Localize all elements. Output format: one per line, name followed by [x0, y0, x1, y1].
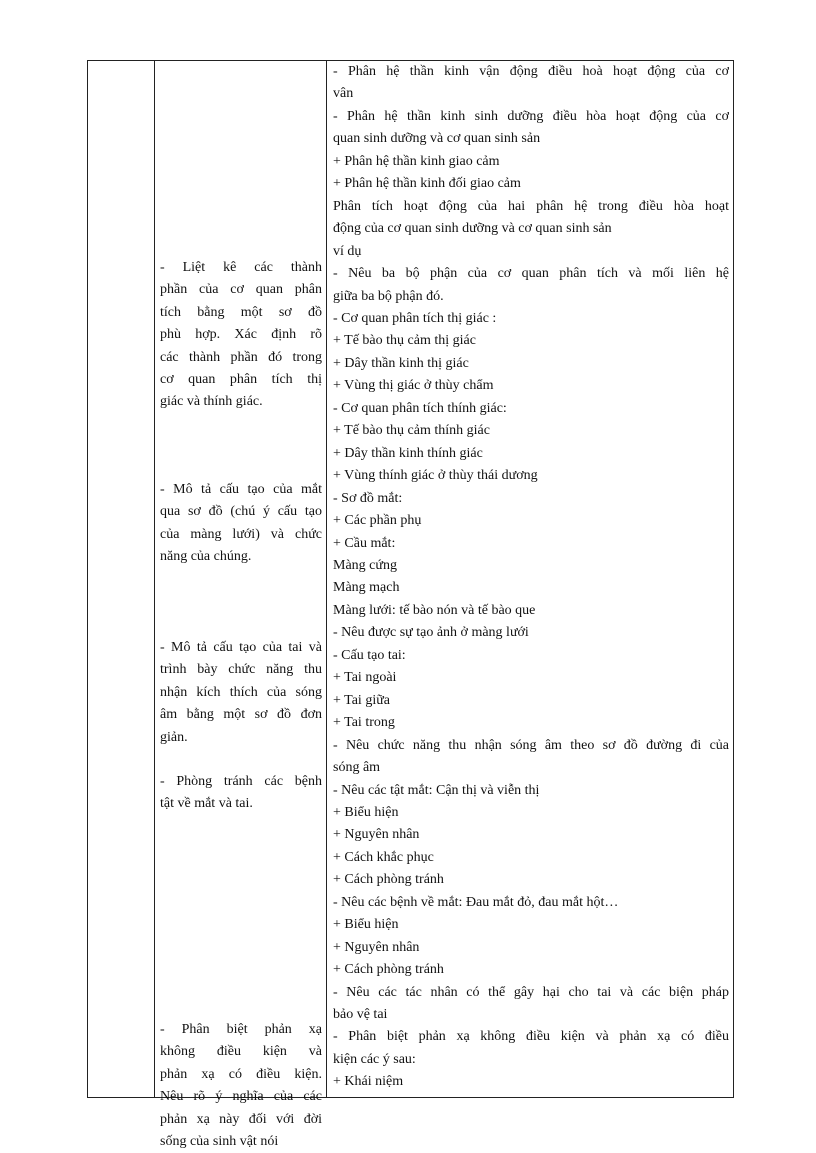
objectives-column [155, 61, 326, 1150]
content-line: sóng âm [333, 760, 381, 776]
objective-line: tật về mắt và tai. [160, 796, 253, 812]
content-line: - Phân hệ thần kinh sinh dưỡng điều hòa hoạt động của cơ [333, 108, 729, 124]
content-line: giữa ba bộ phận đó. [333, 288, 444, 304]
objective-line: - Liệt kê các thành [160, 260, 322, 275]
objective-reflexes [160, 1019, 322, 1153]
content-line: + Cách phòng tránh [333, 872, 444, 888]
content-line: + Dây thần kinh thính giác [333, 445, 483, 461]
content-line: bảo vệ tai [333, 1007, 388, 1023]
content-line: + Tai ngoài [333, 670, 397, 686]
content-line: - Cơ quan phân tích thị giác : [333, 310, 497, 326]
content-line: - Nêu chức năng thu nhận sóng âm theo sơ đồ đường đi của [333, 737, 729, 753]
content-line: + Vùng thị giác ở thùy chẩm [333, 378, 494, 394]
objective-line: cơ quan phân tích thị [160, 372, 322, 388]
objective-line: của màng lưới) và chức [160, 526, 322, 542]
objective-line: sống của sinh vật nói [160, 1134, 279, 1150]
objective-line: các thành phần đó trong [160, 349, 322, 365]
objective-line: - Phân biệt phản xạ [160, 1022, 322, 1037]
content-line: - Nêu được sự tạo ảnh ở màng lưới [333, 625, 529, 641]
objective-line: qua sơ đồ (chú ý cấu tạo [160, 504, 322, 520]
content-line: + Biểu hiện [333, 804, 399, 820]
content-line: + Cách khắc phục [333, 849, 434, 865]
objective-line: năng của chúng. [160, 549, 252, 565]
content-line: + Các phần phụ [333, 513, 422, 529]
content-line: kiện các ý sau: [333, 1051, 416, 1067]
content-line: - Nêu các tác nhân có thể gây hại cho tai và các biện pháp [333, 984, 729, 1000]
curriculum-table [87, 60, 734, 1150]
content-line: Màng lưới: tế bào nón và tế bào que [333, 602, 536, 618]
content-line: - Nêu ba bộ phận của cơ quan phân tích và mối liên hệ [333, 266, 729, 282]
content-line: + Tai trong [333, 715, 395, 731]
content-line: động của cơ quan sinh dưỡng và cơ quan sinh sản [333, 221, 612, 237]
content-line: Phân tích hoạt động của hai phân hệ trong điều hòa hoạt [333, 198, 729, 214]
objective-line: giác và thính giác. [160, 394, 263, 410]
content-column-cell [327, 61, 734, 1098]
objective-line: - Mô tả cấu tạo của mắt [160, 482, 322, 497]
objectives-column-cell [155, 61, 327, 1150]
objective-line: tích bằng một sơ đồ [160, 304, 322, 320]
objective-line: phản xạ có điều kiện. [160, 1066, 322, 1082]
objective-prevent-diseases [160, 771, 322, 816]
content-line: + Nguyên nhân [333, 827, 420, 843]
content-line: - Phân hệ thần kinh vận động điều hoà hoạt động của cơ [333, 64, 729, 79]
content-line: + Vùng thính giác ở thùy thái dương [333, 468, 538, 484]
content-line: + Khái niệm [333, 1074, 404, 1090]
objective-line: âm bằng một sơ đồ đơn [160, 707, 322, 723]
content-line: + Biểu hiện [333, 917, 399, 933]
content-line: + Tế bào thụ cảm thính giác [333, 423, 490, 439]
content-line: Màng mạch [333, 580, 400, 596]
content-line: - Phân biệt phản xạ không điều kiện và phản xạ có điều [333, 1029, 729, 1045]
objective-line: phản xạ này đối với đời [160, 1111, 322, 1127]
content-line: Màng cứng [333, 557, 397, 573]
content-line: + Cầu mắt: [333, 535, 396, 551]
content-line: + Dây thần kinh thị giác [333, 355, 469, 371]
content-line: + Tế bào thụ cảm thị giác [333, 333, 476, 349]
content-line: vân [333, 86, 354, 102]
objective-describe-ear [160, 637, 322, 749]
objective-list-sense-organs [160, 257, 322, 414]
objective-line: không điều kiện và [160, 1044, 322, 1060]
objective-line: phần của cơ quan phân [160, 282, 322, 298]
objective-describe-eye [160, 479, 322, 569]
objective-line: trình bày chức năng thu [160, 662, 322, 678]
content-line: + Phân hệ thần kinh đối giao cảm [333, 176, 521, 192]
content-line: - Cấu tạo tai: [333, 647, 406, 663]
content-line: - Cơ quan phân tích thính giác: [333, 400, 507, 416]
content-line: ví dụ [333, 243, 362, 259]
objective-line: - Mô tả cấu tạo của tai và [160, 640, 322, 655]
content-line: quan sinh dưỡng và cơ quan sinh sản [333, 131, 541, 147]
topic-column-cell [88, 61, 155, 1098]
content-line: + Phân hệ thần kinh giao cảm [333, 153, 500, 169]
content-line: - Nêu các tật mắt: Cận thị và viễn thị [333, 782, 540, 798]
content-line: + Cách phòng tránh [333, 962, 444, 978]
table-row [88, 61, 734, 1098]
content-line: + Nguyên nhân [333, 939, 420, 955]
content-line: - Nêu các bệnh về mắt: Đau mắt đỏ, đau mắt hột… [333, 894, 619, 910]
objective-line: phù hợp. Xác định rõ [160, 327, 322, 343]
content-line: + Tai giữa [333, 692, 391, 708]
objective-line: Nêu rõ ý nghĩa của các [160, 1089, 322, 1105]
content-column [327, 61, 733, 1094]
objective-line: - Phòng tránh các bệnh [160, 774, 322, 789]
content-line: - Sơ đồ mắt: [333, 490, 403, 506]
objective-line: nhận kích thích của sóng [160, 684, 322, 700]
objective-line: giản. [160, 729, 188, 745]
